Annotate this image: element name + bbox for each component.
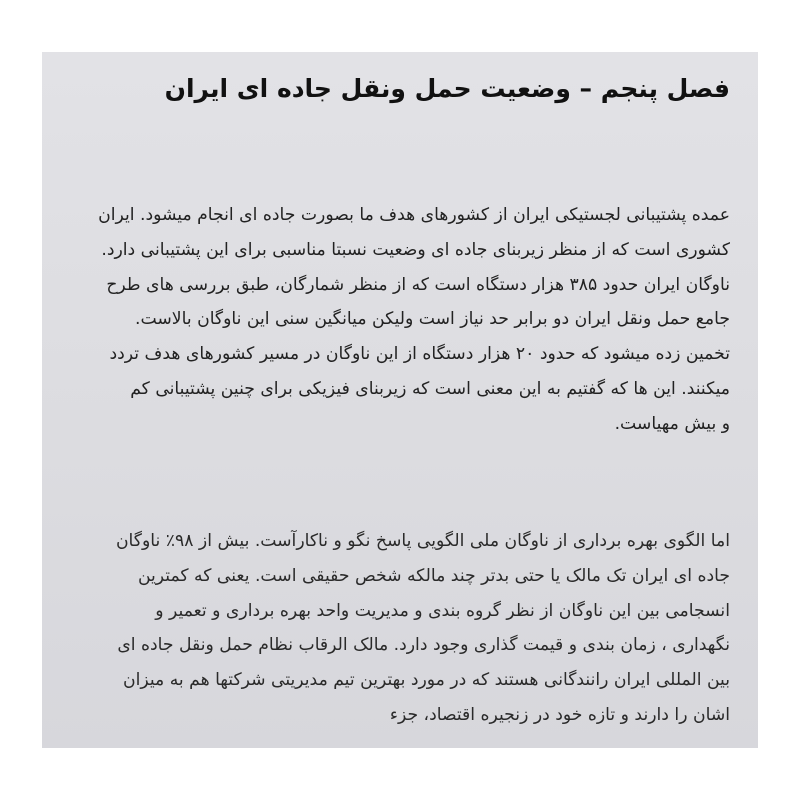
- text-line: و بیش مهیاست.: [614, 413, 730, 434]
- text-line: عمده پشتیبانی لجستیکی ایران از کشورهای هدف ما بصورت جاده ای انجام میشود. ایران: [98, 205, 730, 225]
- text-line: جامع حمل ونقل ایران دو برابر حد نیاز است ولیکن میانگین سنی این ناوگان بالاست.: [135, 309, 730, 330]
- text-line: اشان را دارند و تازه خود در زنجیره اقتصاد، جزء: [389, 704, 730, 725]
- paragraph-1: [66, 198, 730, 442]
- text-line: اما الگوی بهره برداری از ناوگان ملی الگویی پاسخ نگو و ناکارآست. بیش از ۹۸٪ ناوگان: [115, 531, 730, 551]
- book-page: [42, 52, 758, 748]
- text-line: انسجامی بین این ناوگان از نظر گروه بندی و مدیریت واحد بهره برداری و تعمیر و: [155, 600, 730, 621]
- paragraph-2: [66, 524, 730, 733]
- text-line: بین المللی ایران رانندگانی هستند که در مورد بهترین تیم مدیریتی شرکتها هم به میزان: [122, 670, 730, 691]
- text-line: کشوری است که از منظر زیربنای جاده ای وضعیت نسبتا مناسبی برای این پشتیبانی دارد.: [101, 239, 730, 260]
- text-line: ناوگان ایران حدود ۳۸۵ هزار دستگاه است که از منظر شمارگان، طبق بررسی های طرح: [106, 274, 730, 295]
- text-line: تخمین زده میشود که حدود ۲۰ هزار دستگاه از این ناوگان در مسیر کشورهای هدف تردد: [109, 344, 730, 365]
- text-line: نگهداری ، زمان بندی و قیمت گذاری وجود دارد. مالک الرقاب نظام حمل ونقل جاده ای: [117, 635, 730, 656]
- chapter-title: فصل پنجم – وضعیت حمل ونقل جاده ای ایران: [164, 74, 730, 103]
- text-line: جاده ای ایران تک مالک یا حتی بدتر چند مالکه شخص حقیقی است. یعنی که کمترین: [137, 565, 730, 586]
- text-line: میکنند. این ها که گفتیم به این معنی است که زیربنای فیزیکی برای چنین پشتیبانی کم: [130, 378, 730, 399]
